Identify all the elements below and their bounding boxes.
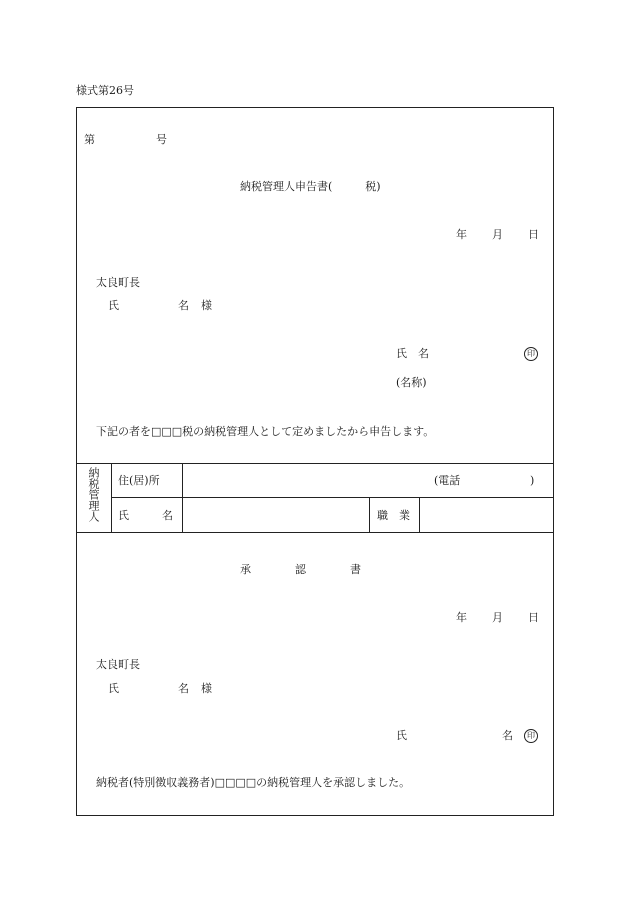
recipient-name-label-2: 名 xyxy=(178,299,189,312)
table-mid-border xyxy=(111,497,554,498)
table-col-divider-2 xyxy=(182,463,183,532)
table-col-divider-1 xyxy=(111,463,112,532)
form-number: 様式第26号 xyxy=(76,84,134,97)
table-top-border xyxy=(76,463,554,464)
date-day-label: 日 xyxy=(528,228,539,241)
approval-date-day: 日 xyxy=(528,611,539,624)
approver-name-label-2: 名 xyxy=(502,729,513,742)
number-prefix: 第 xyxy=(84,133,95,146)
table-col-divider-4 xyxy=(419,497,420,532)
approval-seal-icon: 印 xyxy=(524,729,538,743)
approval-date-year: 年 xyxy=(456,611,467,624)
address-label: 住(居)所 xyxy=(118,474,160,487)
recipient-name-label: 氏 xyxy=(108,299,119,312)
approver-name-label: 氏 xyxy=(396,729,407,742)
approval-statement: 納税者(特別徴収義務者)□□□□の納税管理人を承認しました。 xyxy=(96,776,411,789)
agent-name-label: 氏 名 xyxy=(118,509,173,522)
addressee: 太良町長 xyxy=(96,276,140,289)
declaration-statement: 下記の者を□□□税の納税管理人として定めましたから申告します。 xyxy=(96,425,435,438)
applicant-org-label: (名称) xyxy=(396,376,427,389)
honorific: 様 xyxy=(201,299,212,312)
phone-label: (電話 xyxy=(434,474,461,487)
table-col-divider-3 xyxy=(369,497,370,532)
approval-honorific: 様 xyxy=(201,682,212,695)
job-label: 職 業 xyxy=(377,509,410,522)
date-month-label: 月 xyxy=(492,228,503,241)
approval-recipient-name-label-2: 名 xyxy=(178,682,189,695)
date-year-label: 年 xyxy=(456,228,467,241)
approval-title: 承 認 書 xyxy=(240,563,361,576)
approval-recipient-name-label: 氏 xyxy=(108,682,119,695)
approval-addressee: 太良町長 xyxy=(96,658,140,671)
phone-close: ) xyxy=(530,474,535,487)
applicant-name-label: 氏 名 xyxy=(396,347,429,360)
number-suffix: 号 xyxy=(156,133,167,146)
seal-icon: 印 xyxy=(524,347,538,361)
form-frame xyxy=(76,107,554,816)
page-title: 納税管理人申告書( 税) xyxy=(240,180,381,193)
approval-date-month: 月 xyxy=(492,611,503,624)
table-bottom-border xyxy=(76,532,554,533)
tax-agent-side-label: 納税管理人 xyxy=(87,467,100,522)
